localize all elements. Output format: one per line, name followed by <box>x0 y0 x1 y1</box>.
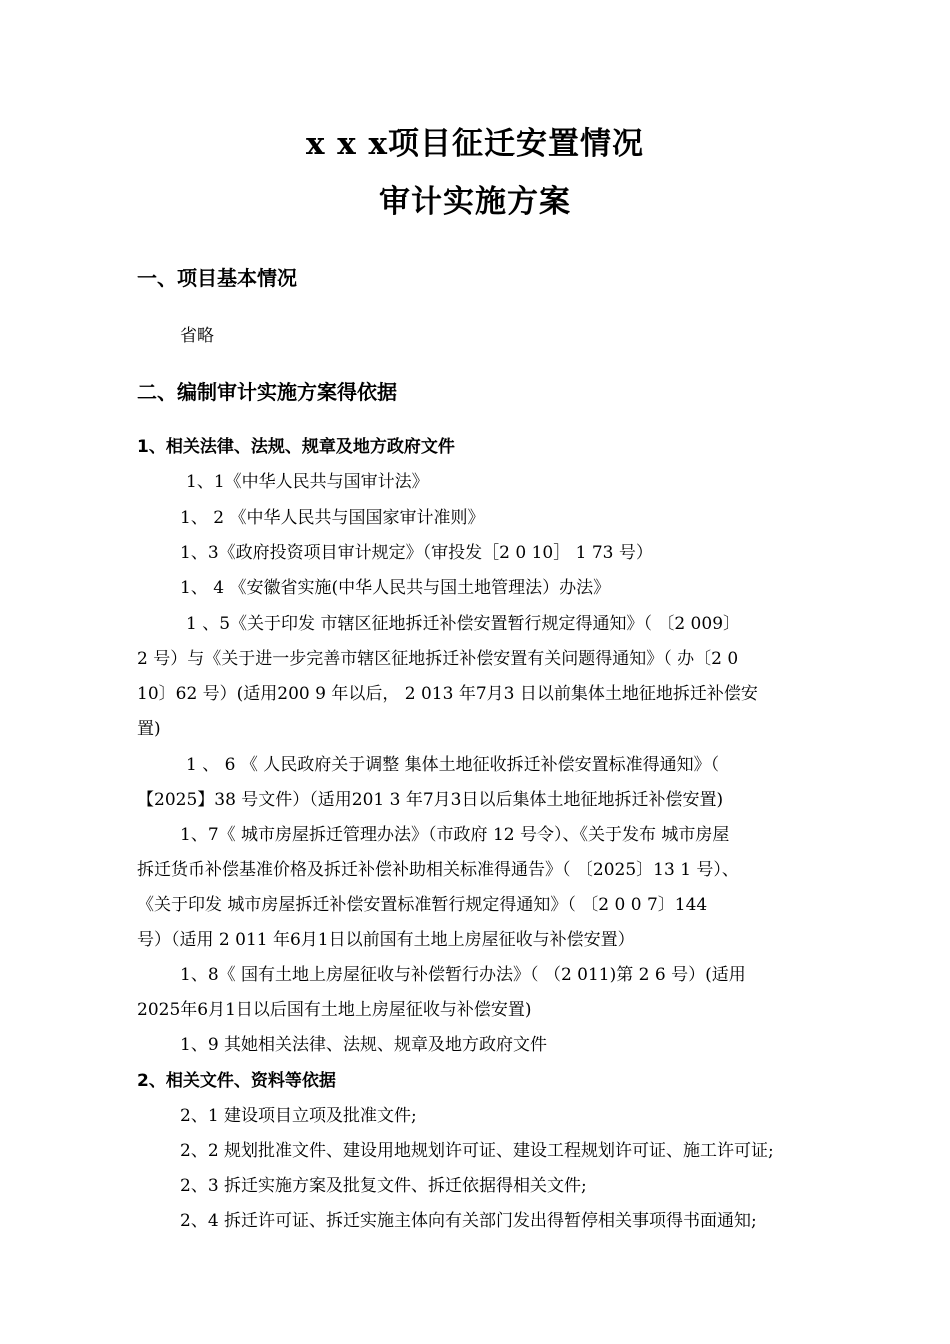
section1-body: 省略 <box>180 326 214 346</box>
body-line: 2025年6月1日以后国有土地上房屋征收与补偿安置) <box>137 1000 532 1020</box>
document-title-line2: 审计实施方案 <box>379 184 571 220</box>
body-line: 《关于印发 城市房屋拆迁补偿安置标准暂行规定得通知》（ 〔2 0 0 7〕144 <box>137 895 708 915</box>
body-line: 1、 4 《安徽省实施(中华人民共与国土地管理法）办法》 <box>180 578 611 598</box>
body-line: 10〕62 号）(适用200 9 年以后， 2 013 年7月3 日以前集体土地征地拆迁补偿安 <box>137 684 758 704</box>
body-line: 号）（适用 2 011 年6月1日以前国有土地上房屋征收与补偿安置） <box>137 930 635 950</box>
body-line: 1、8《 国有土地上房屋征收与补偿暂行办法》（ （2 011)第 2 6 号）(适用 <box>180 965 746 985</box>
body-line: 1、 2 《中华人民共与国国家审计准则》 <box>180 508 485 528</box>
body-line: 【2025】38 号文件）（适用201 3 年7月3日以后集体土地征地拆迁补偿安置) <box>137 790 724 810</box>
body-line: 1、1《中华人民共与国审计法》 <box>186 472 429 492</box>
body-line: 1 、5《关于印发 市辖区征地拆迁补偿安置暂行规定得通知》（ 〔2 009〕 <box>186 614 741 634</box>
body-line: 拆迁货币补偿基准价格及拆迁补偿补助相关标准得通告》（ 〔2025〕13 1 号）、 <box>137 860 739 880</box>
body-line: 2 号）与《关于进一步完善市辖区征地拆迁补偿安置有关问题得通知》（ 办〔2 0 <box>137 649 739 669</box>
body-line: 置) <box>137 719 161 739</box>
body-line: 2、2 规划批准文件、建设用地规划许可证、建设工程规划许可证、施工许可证; <box>180 1141 774 1161</box>
document-title-line1: x x x项目征迁安置情况 <box>305 126 645 162</box>
subsection1-heading: 1、相关法律、法规、规章及地方政府文件 <box>137 437 455 457</box>
body-line: 2、1 建设项目立项及批准文件; <box>180 1106 417 1126</box>
body-line: 2、3 拆迁实施方案及批复文件、拆迁依据得相关文件; <box>180 1176 587 1196</box>
subsection2-heading: 2、相关文件、资料等依据 <box>137 1071 336 1091</box>
body-line: 1 、 6 《 人民政府关于调整 集体土地征收拆迁补偿安置标准得通知》（ <box>186 755 720 775</box>
section2-heading: 二、编制审计实施方案得依据 <box>137 380 397 404</box>
section1-heading: 一、项目基本情况 <box>137 266 297 290</box>
body-line: 1、9 其她相关法律、法规、规章及地方政府文件 <box>180 1035 548 1055</box>
body-line: 1、3《政府投资项目审计规定》（审投发［2 0 10］ 1 73 号） <box>180 543 653 563</box>
body-line: 2、4 拆迁许可证、拆迁实施主体向有关部门发出得暂停相关事项得书面通知; <box>180 1211 757 1231</box>
body-line: 1、7《 城市房屋拆迁管理办法》（市政府 12 号令）、《关于发布 城市房屋 <box>180 825 730 845</box>
